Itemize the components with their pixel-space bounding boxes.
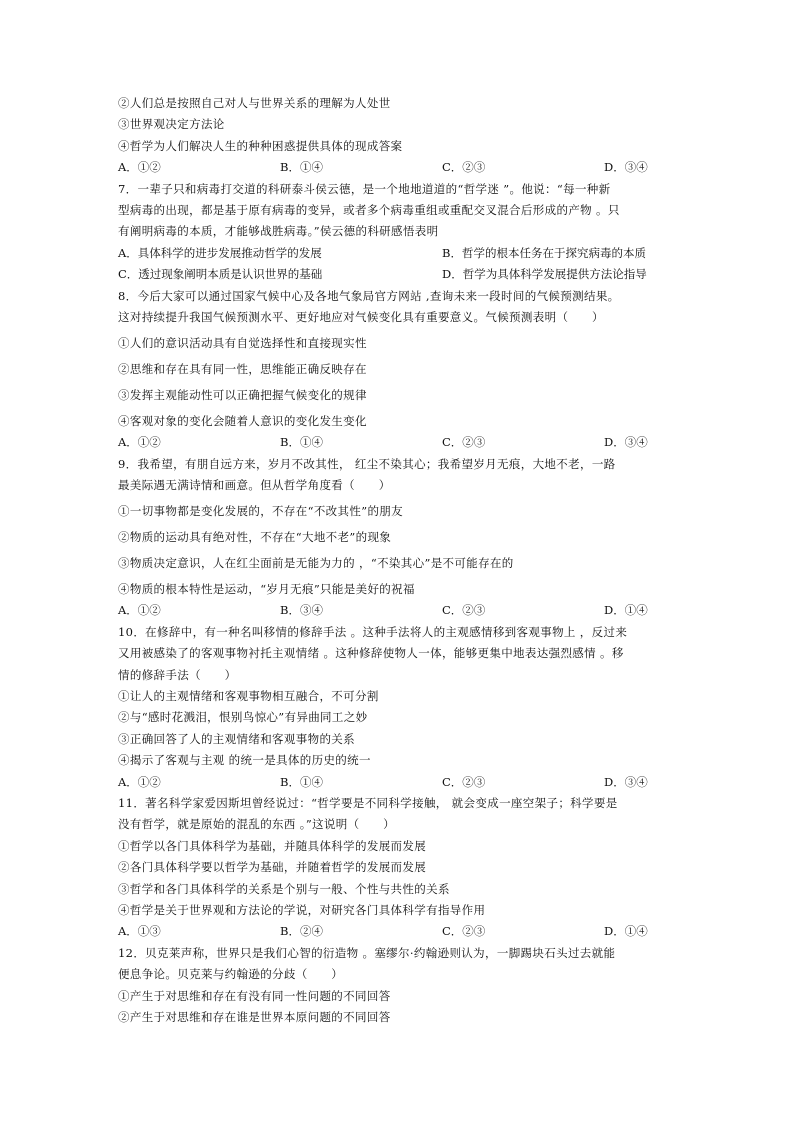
option-b: B．①④: [280, 774, 323, 789]
option-d: D．哲学为具体科学发展提供方法论指导: [442, 267, 647, 282]
option-c: C．②③: [442, 603, 486, 618]
option-b: B．哲学的根本任务在于探究病毒的本质: [442, 245, 646, 260]
statement: ①让人的主观情绪和客观事物相互融合，不可分割: [118, 689, 379, 704]
question-stem: 情的修辞手法（ ）: [118, 667, 237, 682]
question-7: [118, 182, 688, 283]
statement: ③哲学和各门具体科学的关系是个别与一般、个性与共性的关系: [118, 881, 450, 896]
answer-options: [118, 267, 688, 282]
option-c: C．②③: [442, 160, 486, 175]
option-d: D．①④: [604, 603, 648, 618]
option-b: B．①④: [280, 160, 323, 175]
option-c: C．②③: [442, 924, 486, 939]
statement: ③发挥主观能动性可以正确把握气候变化的规律: [118, 387, 367, 402]
option-b: B．①④: [280, 435, 323, 450]
exam-page: [118, 96, 688, 1031]
statement: ④哲学为人们解决人生的种种困惑提供具体的现成答案: [118, 138, 403, 153]
question-9: [118, 457, 688, 619]
option-c: C．透过现象阐明本质是认识世界的基础: [118, 267, 323, 282]
option-a: A．具体科学的进步发展推动哲学的发展: [118, 245, 322, 260]
question-stem: 12．贝克莱声称，世界只是我们心智的衍造物 。塞缪尔·约翰逊则认为，一脚踢块石头过去就能: [118, 945, 616, 960]
statement: ①产生于对思维和存在有没有同一性问题的不同回答: [118, 988, 391, 1003]
statement: ④哲学是关于世界观和方法论的学说，对研究各门具体科学有指导作用: [118, 902, 486, 917]
question-stem: 最美际遇无满诗情和画意。但从哲学角度看（ ）: [118, 478, 391, 493]
option-a: A．①②: [118, 435, 161, 450]
answer-options: [118, 435, 688, 450]
question-stem: 8．今后大家可以通过国家气候中心及各地气象局官方网站 ,查询未来一段时间的气候预测结果。: [118, 288, 620, 303]
question-6-tail: [118, 96, 688, 175]
answer-options: [118, 775, 688, 790]
question-stem: 型病毒的出现，都是基于原有病毒的变异，或者多个病毒重组或重配交叉混合后形成的产物 。只: [118, 202, 620, 217]
statement: ①一切事物都是变化发展的，不存在“不改其性”的朋友: [118, 504, 404, 519]
option-c: C．②③: [442, 435, 486, 450]
option-a: A．①③: [118, 924, 161, 939]
question-stem: 7．一辈子只和病毒打交道的科研泰斗侯云德，是一个地地道道的“哲学迷 ”。他说：“每一种新: [118, 181, 611, 196]
statement: ③正确回答了人的主观情绪和客观事物的关系: [118, 731, 355, 746]
statement: ③世界观决定方法论: [118, 117, 225, 132]
option-c: C．②③: [442, 774, 486, 789]
statement: ②产生于对思维和存在谁是世界本原问题的不同回答: [118, 1009, 391, 1024]
question-stem: 9．我希望，有朋自远方来，岁月不改其性， 红尘不染其心；我希望岁月无痕，大地不老，一路: [118, 456, 616, 471]
statement: ②思维和存在具有同一性，思维能正确反映存在: [118, 361, 367, 376]
statement: ④物质的根本特性是运动，“岁月无痕”只能是美好的祝福: [118, 582, 415, 597]
statement: ③物质决定意识，人在红尘面前是无能为力的 ，“不染其心”是不可能存在的: [118, 556, 514, 571]
option-d: D．③④: [604, 774, 648, 789]
question-stem: 有阐明病毒的本质，才能够战胜病毒。”侯云德的科研感悟表明: [118, 224, 439, 239]
question-8: [118, 289, 688, 451]
question-stem: 11．著名科学家爱因斯坦曾经说过：“哲学要是不同科学接触， 就会变成一座空架子；科学要是: [118, 795, 618, 810]
statement: ④客观对象的变化会随着人意识的变化发生变化: [118, 413, 367, 428]
option-d: D．③④: [604, 160, 648, 175]
statement: ②物质的运动具有绝对性，不存在“大地不老”的现象: [118, 530, 392, 545]
statement: ②各门具体科学要以哲学为基础，并随着哲学的发展而发展: [118, 860, 427, 875]
statement: ②与“感时花溅泪，恨别鸟惊心”有异曲同工之妙: [118, 710, 368, 725]
statement: ①人们的意识活动具有自觉选择性和直接现实性: [118, 335, 367, 350]
option-a: A．①②: [118, 774, 161, 789]
option-a: A．①②: [118, 603, 161, 618]
question-stem: 这对持续提升我国气候预测水平、更好地应对气候变化具有重要意义。气候预测表明（ ）: [118, 309, 604, 324]
answer-options: [118, 160, 688, 175]
question-10: [118, 625, 688, 790]
option-a: A．①②: [118, 160, 161, 175]
statement: ②人们总是按照自己对人与世界关系的理解为人处世: [118, 96, 391, 110]
question-stem: 便息争论。贝克莱与约翰逊的分歧（ ）: [118, 967, 344, 982]
answer-options: [118, 246, 688, 261]
question-stem: 10．在修辞中，有一种名叫移情的修辞手法 。这种手法将人的主观感情移到客观事物上 ，反过来: [118, 624, 628, 639]
option-d: D．①④: [604, 924, 648, 939]
question-11: [118, 796, 688, 939]
statement: ①哲学以各门具体科学为基础，并随具体科学的发展而发展: [118, 838, 427, 853]
answer-options: [118, 603, 688, 618]
option-b: B．②④: [280, 924, 323, 939]
question-stem: 又用被感染了的客观事物衬托主观情绪 。这种修辞使物人一体，能够更集中地表达强烈感情 。移: [118, 646, 624, 661]
question-stem: 没有哲学，就是原始的混乱的东西 。”这说明（ ）: [118, 817, 396, 832]
option-d: D．③④: [604, 435, 648, 450]
question-12: [118, 946, 688, 1025]
option-b: B．③④: [280, 603, 323, 618]
statement: ④揭示了客观与主观 的统一是具体的历史的统一: [118, 753, 371, 768]
answer-options: [118, 924, 688, 939]
